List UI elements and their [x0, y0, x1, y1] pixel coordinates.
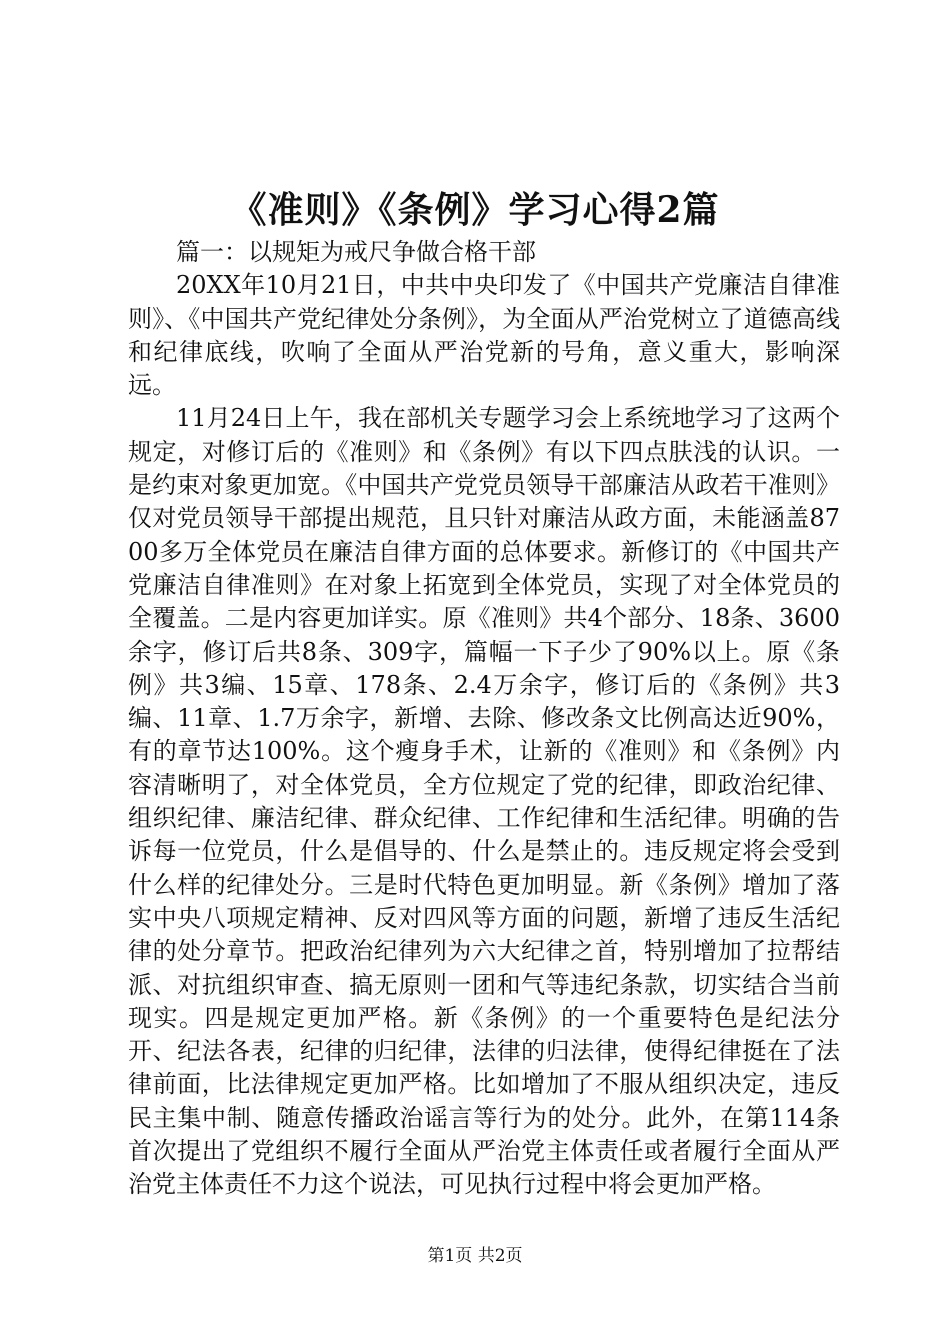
page-number-footer: 第1页 共2页: [427, 1246, 523, 1266]
section-subheading: 篇一：以规矩为戒尺争做合格干部: [176, 238, 536, 266]
document-title: 《准则》《条例》学习心得2篇: [230, 189, 720, 231]
body-paragraph: 20XX年10月21日，中共中央印发了《中国共产党廉洁自律准则》、《中国共产党纪律处分条例》，为全面从严治党树立了道德高线和纪律底线，吹响了全面从严治党新的号角，意义重大，影响深远。: [128, 271, 840, 400]
body-paragraph: 11月24日上午，我在部机关专题学习会上系统地学习了这两个规定，对修订后的《准则》和《条例》有以下四点肤浅的认识。一是约束对象更加宽。《中国共产党党员领导干部廉洁从政若干准则》仅对党员领导干部提出规范，且只针对廉洁从政方面，未能涵盖8700多万全体党员在廉洁自律方面的总体要求。新修订的《中国共产党廉洁自律准则》在对象上拓宽到全体党员，实现了对全体党员的全覆盖。二是内容更加详实。原《准则》共4个部分、18条、3600余字，修订后共8条、309字，篇幅一下子少了90%以上。原《条例》共3编、15章、178条、2.4万余字，修订后的《条例》共3编、11章、1.7万余字，新增、去除、修改条文比例高达近90%，有的章节达100%。这个瘦身手术，让新的《准则》和《条例》内容清晰明了，对全体党员，全方位规定了党的纪律，即政治纪律、组织纪律、廉洁纪律、群众纪律、工作纪律和生活纪律。明确的告诉每一位党员，什么是倡导的、什么是禁止的。违反规定将会受到什么样的纪律处分。三是时代特色更加明显。新《条例》增加了落实中央八项规定精神、反对四风等方面的问题，新增了违反生活纪律的处分章节。把政治纪律列为六大纪律之首，特别增加了拉帮结派、对抗组织审查、搞无原则一团和气等违纪条款，切实结合当前现实。四是规定更加严格。新《条例》的一个重要特色是纪法分开、纪法各表，纪律的归纪律，法律的归法律，使得纪律挺在了法律前面，比法律规定更加严格。比如增加了不服从组织决定，违反民主集中制、随意传播政治谣言等行为的处分。此外，在第114条首次提出了党组织不履行全面从严治党主体责任或者履行全面从严治党主体责任不力这个说法，可见执行过程中将会更加严格。: [128, 404, 840, 1199]
document-body: [128, 236, 840, 1202]
